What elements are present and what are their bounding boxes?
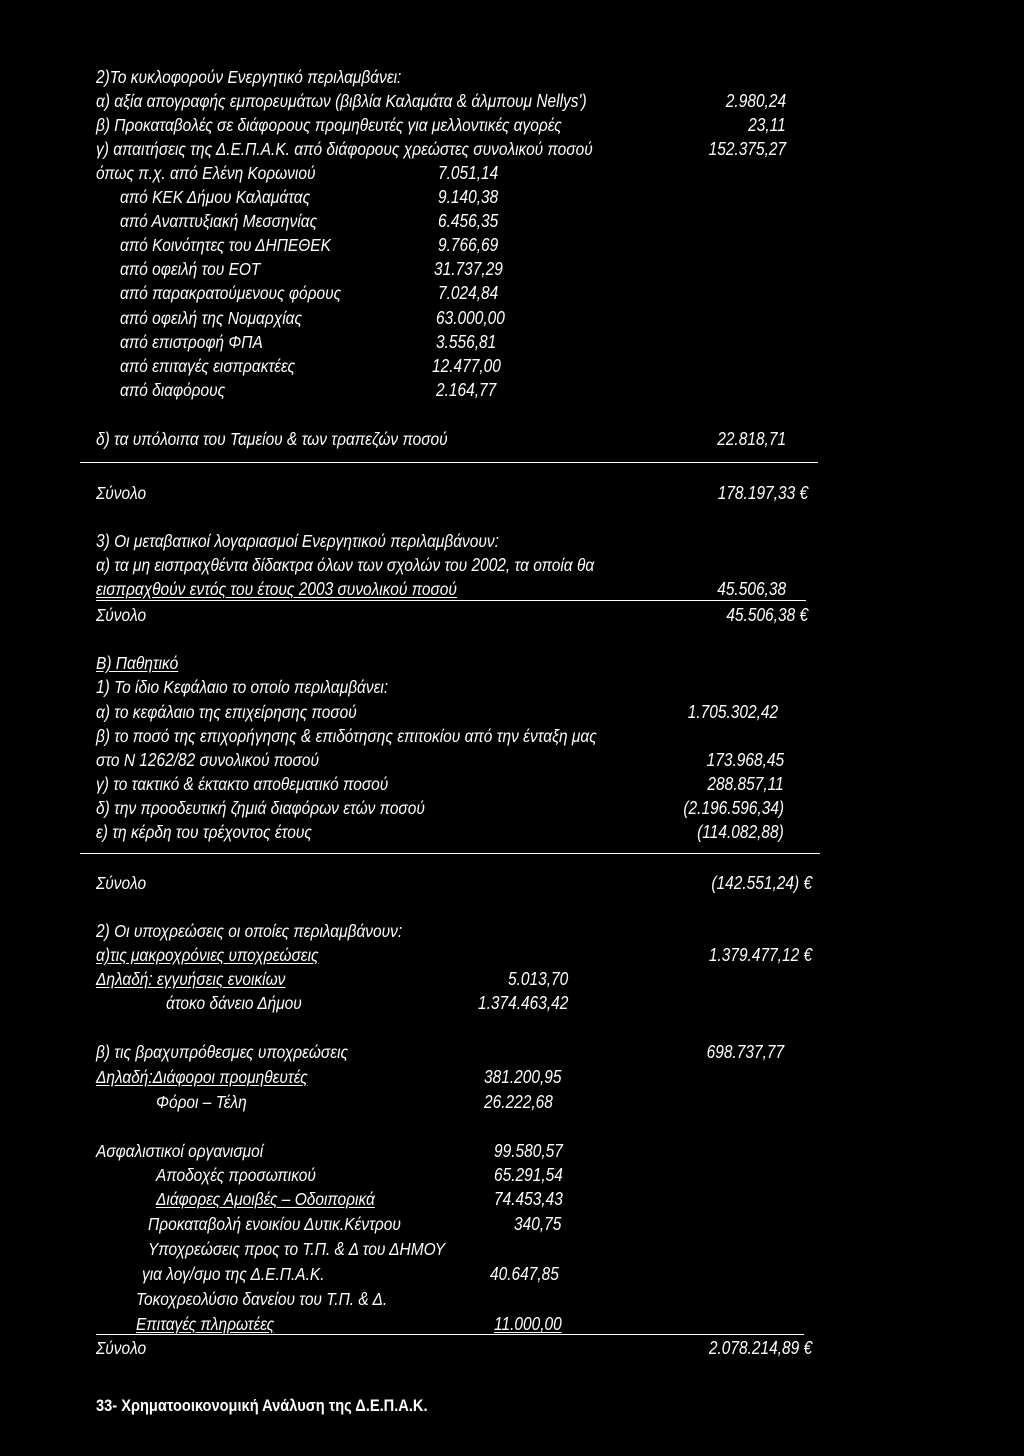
debtor-value: 7.051,14 [438, 163, 499, 183]
long-term-item-label: Δηλαδή: εγγυήσεις ενοικίων [96, 969, 286, 989]
short-term-item-label: Υποχρεώσεις προς το Τ.Π. & Δ του ΔΗΜΟΥ [148, 1239, 446, 1259]
short-term-item-value: 381.200,95 [484, 1067, 562, 1087]
equity-total-value: (142.551,24) € [711, 873, 812, 893]
receivables-label: γ) απαιτήσεις της Δ.Ε.Π.Α.Κ. από διάφορους χρεώστες συνολικού ποσού [96, 139, 593, 159]
short-term-item-label: Τοκοχρεολύσιο δανείου του Τ.Π. & Δ. [136, 1289, 388, 1309]
capital-value: 1.705.302,42 [687, 702, 778, 722]
capital-label: α) το κεφάλαιο της επιχείρησης ποσού [96, 702, 357, 722]
long-term-value: 1.379.477,12 € [708, 945, 812, 965]
short-term-item-label: Προκαταβολή ενοικίου Δυτικ.Κέντρου [148, 1214, 401, 1234]
debtor-value: 12.477,00 [432, 356, 501, 376]
divider [80, 853, 820, 854]
cash-banks-value: 22.818,71 [717, 429, 786, 449]
losses-value: (2.196.596,34) [683, 798, 784, 818]
equity-title: 1) Το ίδιο Κεφάλαιο το οποίο περιλαμβάνει: [96, 677, 389, 697]
short-term-item-label: για λογ/σμο της Δ.Ε.Π.Α.Κ. [142, 1264, 325, 1284]
debtor-value: 7.024,84 [438, 283, 499, 303]
debtor-label: από οφειλή της Νομαρχίας [120, 308, 302, 328]
reserves-value: 288.857,11 [707, 774, 784, 794]
inventory-value: 2.980,24 [725, 91, 786, 111]
subsidy-value: 173.968,45 [706, 750, 784, 770]
short-term-value: 698.737,77 [706, 1042, 784, 1062]
short-term-item-label: Δηλαδή:Διάφοροι προμηθευτές [96, 1067, 308, 1087]
current-assets-title: 2)Το κυκλοφορούν Ενεργητικό περιλαμβάνει: [96, 67, 402, 87]
accruals-line1: α) τα μη εισπραχθέντα δίδακτρα όλων των σχολών του 2002, τα οποία θα [96, 555, 595, 575]
profit-value: (114.082,88) [697, 822, 784, 842]
long-term-item-value: 1.374.463,42 [478, 993, 569, 1013]
debtor-value: 6.456,35 [438, 211, 499, 231]
short-term-item-value: 99.580,57 [494, 1141, 563, 1161]
liabilities-heading: Β) Παθητικό [96, 653, 179, 673]
divider [96, 1334, 804, 1335]
accruals-line2: εισπραχθούν εντός του έτους 2003 συνολικού ποσού [96, 579, 457, 599]
equity-total-label: Σύνολο [96, 873, 147, 893]
short-term-item-label: Διάφορες Αμοιβές – Οδοιπορικά [156, 1189, 375, 1209]
profit-label: ε) τη κέρδη του τρέχοντος έτους [96, 822, 312, 842]
long-term-item-value: 5.013,70 [508, 969, 569, 989]
obligations-total-value: 2.078.214,89 € [708, 1338, 812, 1358]
debtor-label: από επιταγές εισπρακτέες [120, 356, 295, 376]
accruals-title: 3) Οι μεταβατικοί λογαριασμοί Ενεργητικού περιλαμβάνουν: [96, 531, 499, 551]
short-term-item-value: 65.291,54 [494, 1165, 563, 1185]
short-term-item-value: 340,75 [514, 1214, 562, 1234]
subsidy-line1: β) το ποσό της επιχορήγησης & επιδότησης επιτοκίου από την ένταξη μας [96, 726, 597, 746]
short-term-item-label: Επιταγές πληρωτέες [136, 1314, 275, 1334]
receivables-value: 152.375,27 [708, 139, 786, 159]
reserves-label: γ) το τακτικό & έκτακτο αποθεματικό ποσού [96, 774, 389, 794]
debtor-value: 9.766,69 [438, 235, 499, 255]
losses-label: δ) την προοδευτική ζημιά διαφόρων ετών ποσού [96, 798, 425, 818]
debtor-value: 9.140,38 [438, 187, 499, 207]
debtor-value: 3.556,81 [436, 332, 497, 352]
section3-total-value: 45.506,38 € [726, 605, 808, 625]
debtor-label: από επιστροφή ΦΠΑ [120, 332, 263, 352]
debtor-value: 2.164,77 [436, 380, 497, 400]
inventory-label: α) αξία απογραφής εμπορευμάτων (βιβλία Καλαμάτα & άλμπουμ Nellys') [96, 91, 587, 111]
section2-total-label: Σύνολο [96, 483, 147, 503]
short-term-item-value: 11.000,00 [494, 1314, 562, 1334]
short-term-item-value: 40.647,85 [490, 1264, 559, 1284]
debtor-label: από παρακρατούμενους φόρους [120, 283, 342, 303]
section2-total-value: 178.197,33 € [717, 483, 808, 503]
debtor-label: από διαφόρους [120, 380, 226, 400]
debtor-label: όπως π.χ. από Ελένη Κορωνιού [96, 163, 316, 183]
short-term-item-label: Ασφαλιστικοί οργανισμοί [96, 1141, 264, 1161]
short-term-item-value: 26.222,68 [484, 1092, 553, 1112]
accruals-value: 45.506,38 [717, 579, 786, 599]
page-footer: 33- Χρηματοοικονομική Ανάλυση της Δ.Ε.Π.Α.Κ. [96, 1396, 428, 1415]
debtor-label: από Αναπτυξιακή Μεσσηνίας [120, 211, 318, 231]
long-term-item-label: άτοκο δάνειο Δήμου [166, 993, 302, 1013]
prepayments-value: 23,11 [748, 115, 786, 135]
divider [80, 462, 818, 463]
prepayments-label: β) Προκαταβολές σε διάφορους προμηθευτές για μελλοντικές αγορές [96, 115, 562, 135]
debtor-value: 31.737,29 [434, 259, 503, 279]
obligations-total-label: Σύνολο [96, 1338, 147, 1358]
obligations-title: 2) Οι υποχρεώσεις οι οποίες περιλαμβάνουν: [96, 921, 403, 941]
section3-total-label: Σύνολο [96, 605, 147, 625]
long-term-label: α)τις μακροχρόνιες υποχρεώσεις [96, 945, 319, 965]
short-term-item-value: 74.453,43 [494, 1189, 563, 1209]
debtor-label: από οφειλή του ΕΟΤ [120, 259, 261, 279]
debtor-label: από ΚΕΚ Δήμου Καλαμάτας [120, 187, 311, 207]
short-term-label: β) τις βραχυπρόθεσμες υποχρεώσεις [96, 1042, 349, 1062]
short-term-item-label: Φόροι – Τέλη [156, 1092, 247, 1112]
divider [96, 600, 806, 601]
debtor-label: από Κοινότητες του ΔΗΠΕΘΕΚ [120, 235, 331, 255]
subsidy-line2: στο Ν 1262/82 συνολικού ποσού [96, 750, 319, 770]
cash-banks-label: δ) τα υπόλοιπα του Ταμείου & των τραπεζών ποσού [96, 429, 448, 449]
debtor-value: 63.000,00 [436, 308, 505, 328]
short-term-item-label: Αποδοχές προσωπικού [156, 1165, 316, 1185]
